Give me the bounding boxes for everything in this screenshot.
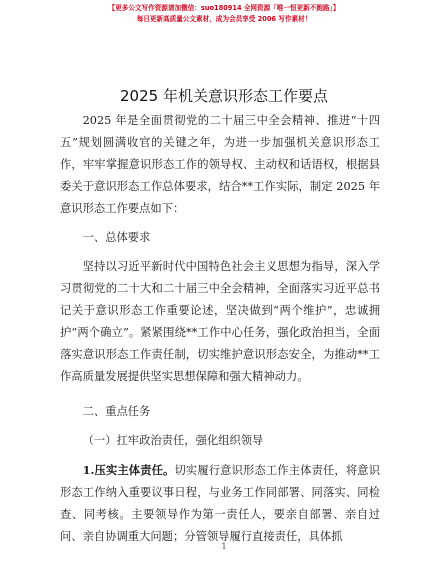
banner-line-1: 【更多公文写作资源请加微信：suo180914 全网资源「唯一恒更新不跑路」】	[108, 4, 340, 12]
item-1-paragraph	[60, 459, 380, 548]
item-1-text: 切实履行意识形态工作主体责任，将意识形态工作纳入重要议事日程，与业务工作同部署、同落实、同检查、同考核。主要领导作为第一责任人，要亲自部署、亲自过问、亲自协调重大问题；分管领导履行直接责任，具体抓	[60, 464, 380, 543]
section-1-paragraph: 坚持以习近平新时代中国特色社会主义思想为指导，深入学习贯彻党的二十大和二十届三中全会精神，全面落实习近平总书记关于意识形态工作重要论述，坚决做到“两个维护”，忠诚拥护“两个确立”。紧紧围绕**工作中心任务，强化政治担当，全面落实意识形态工作责任制，切实维护意识形态安全，为推动**工作高质量发展提供坚实思想保障和强大精神动力。	[60, 260, 380, 383]
subsection-heading: （一）扛牢政治责任，强化组织领导	[82, 434, 264, 447]
banner-line-2: 每日更新高质量公文素材，成为会员享受 2006 写作素材！	[136, 15, 312, 23]
promo-banner	[0, 3, 448, 25]
section-2-heading: 二、重点任务	[82, 405, 151, 418]
document-title: 2025 年机关意识形态工作要点	[120, 87, 328, 105]
intro-paragraph: 2025 年是全面贯彻党的二十届三中全会精神、推进“十四五”规划圆满收官的关键之年，为进一步加强机关意识形态工作，牢牢掌握意识形态工作的领导权、主动权和话语权，根据县委关于意识形态工作总体要求，结合**工作实际，制定 2025 年意识形态工作要点如下：	[60, 114, 380, 215]
page-number: 1	[221, 542, 227, 551]
section-1-heading: 一、总体要求	[82, 231, 151, 244]
item-1-label: 1.压实主体责任。	[82, 463, 175, 477]
document-body	[60, 110, 380, 548]
